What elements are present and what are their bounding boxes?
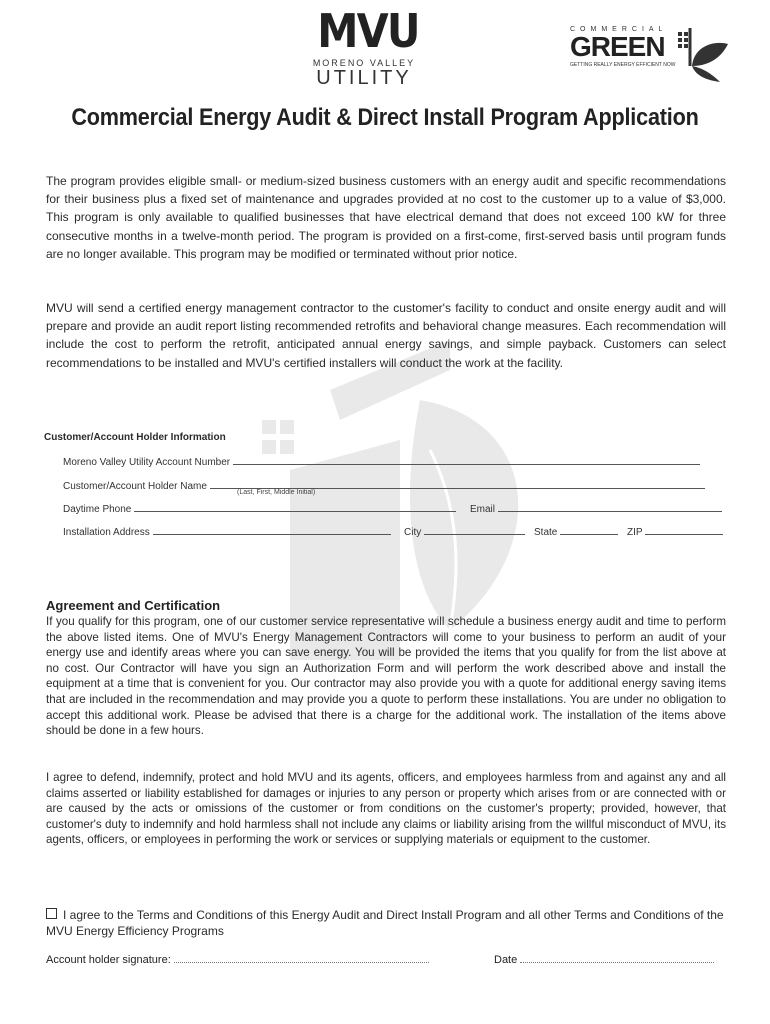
leaf-icon: [674, 26, 730, 84]
page-title: Commercial Energy Audit & Direct Install Program Application: [71, 104, 699, 131]
agreement-heading: Agreement and Certification: [46, 598, 221, 613]
holder-name-line[interactable]: [210, 478, 705, 489]
city-line[interactable]: [424, 524, 525, 535]
zip-label: ZIP: [627, 527, 643, 538]
date-label: Date: [494, 954, 518, 966]
account-number-line[interactable]: [233, 454, 700, 465]
intro-paragraph-2: MVU will send a certified energy management contractor to the customer's facility to conduct and onsite energy audit and will prepare and provide an audit report listing recommended retrofits and behavioral change measures. Each recommendation will include the cost to perform the retrofit, anticipated annual energy savings, and simple payback. Customers can select recommendations to be installed and MVU's certified installers will conduct the work at the facility.: [46, 301, 726, 370]
installation-address-label: Installation Address: [63, 527, 150, 538]
email-label: Email: [470, 504, 496, 515]
signature-label: Account holder signature:: [46, 954, 171, 966]
mvu-logo-utility: UTILITY: [316, 67, 412, 89]
agreement-paragraph-2: I agree to defend, indemnify, protect and hold MVU and its agents, officers, and employees harmless from and against any and all claims asserted or liability established for damages or injuries to any person or property which arises from or are connected with or are caused by the acts or omissions of the customer or from conditions on the customer's property; provided, however, that customer's duty to indemnify and hold harmless shall not include any claims or liability arising from the willful misconduct of MVU, its agents, officers, or employees in performing the work or services or supplying materials or equipment to the customer.: [46, 771, 726, 847]
intro-paragraph-1: The program provides eligible small- or medium-sized business customers with an energy audit and specific recommendations for their business plus a fixed set of maintenance and upgrades provided at no cost to the customer up to a value of $3,000. This program is only available to qualified businesses that have electrical demand that does not exceed 100 kW for three consecutive months in a twelve-month period. The program is provided on a first-come, first-served basis until program funds are no longer available. This program may be modified or terminated without prior notice.: [46, 174, 726, 261]
installation-address-line[interactable]: [153, 524, 391, 535]
daytime-phone-line[interactable]: [134, 501, 456, 512]
green-logo-tagline: GETTING REALLY ENERGY EFFICIENT NOW: [570, 62, 676, 68]
green-logo-top: COMMERCIAL: [570, 26, 668, 33]
daytime-phone-label: Daytime Phone: [63, 504, 132, 515]
agreement-paragraph-1: If you qualify for this program, one of our customer service representative will schedule a business energy audit and time to perform the above listed items. One of MVU's Energy Management Contractors will come to your business to perform an audit of your energy use and identify areas where you can save energy. You will be provided the items that you qualify for from the list above at no cost. Our Contractor will have you sign an Authorization Form and will perform the work described above and install the equipment at a time that is convenient for you. Our contractor may also provide you with a quote for additional energy saving items that are included in the recommendation and may provide you a quote to perform these installations. You are under no obligation to accept this additional work. Please be advised that there is a charge for the additional work. The installation of the items above should be done in a few hours.: [46, 615, 726, 738]
account-number-label: Moreno Valley Utility Account Number: [63, 457, 231, 468]
installation-address-field[interactable]: [63, 524, 391, 538]
customer-info-heading: Customer/Account Holder Information: [44, 432, 226, 443]
email-field[interactable]: [470, 501, 722, 515]
date-line[interactable]: [520, 951, 714, 963]
agree-terms-label: I agree to the Terms and Conditions of this Energy Audit and Direct Install Program and all other Terms and Conditions of the MVU Energy Efficiency Programs: [46, 908, 724, 938]
holder-name-label: Customer/Account Holder Name: [63, 481, 207, 492]
state-field[interactable]: [534, 524, 618, 538]
daytime-phone-field[interactable]: [63, 501, 456, 515]
agree-terms-checkbox[interactable]: [46, 908, 57, 919]
city-field[interactable]: [404, 524, 525, 538]
agree-terms-row[interactable]: [46, 907, 736, 939]
green-logo-main: GREEN: [570, 31, 665, 62]
signature-line[interactable]: [174, 951, 429, 963]
mvu-logo-mark: MVU: [317, 4, 419, 58]
holder-name-field[interactable]: [63, 478, 705, 492]
commercial-green-logo: [570, 26, 730, 84]
zip-line[interactable]: [645, 524, 723, 535]
mvu-logo: [312, 4, 419, 92]
zip-field[interactable]: [627, 524, 723, 538]
account-number-field[interactable]: [63, 454, 700, 468]
signature-field[interactable]: [46, 951, 429, 966]
holder-name-hint: (Last, First, Middle Initial): [237, 489, 316, 496]
city-label: City: [404, 527, 422, 538]
date-field[interactable]: [494, 951, 714, 966]
state-label: State: [534, 527, 558, 538]
state-line[interactable]: [560, 524, 618, 535]
email-line[interactable]: [498, 501, 722, 512]
mvu-logo-subtitle: MORENO VALLEY: [312, 58, 416, 68]
